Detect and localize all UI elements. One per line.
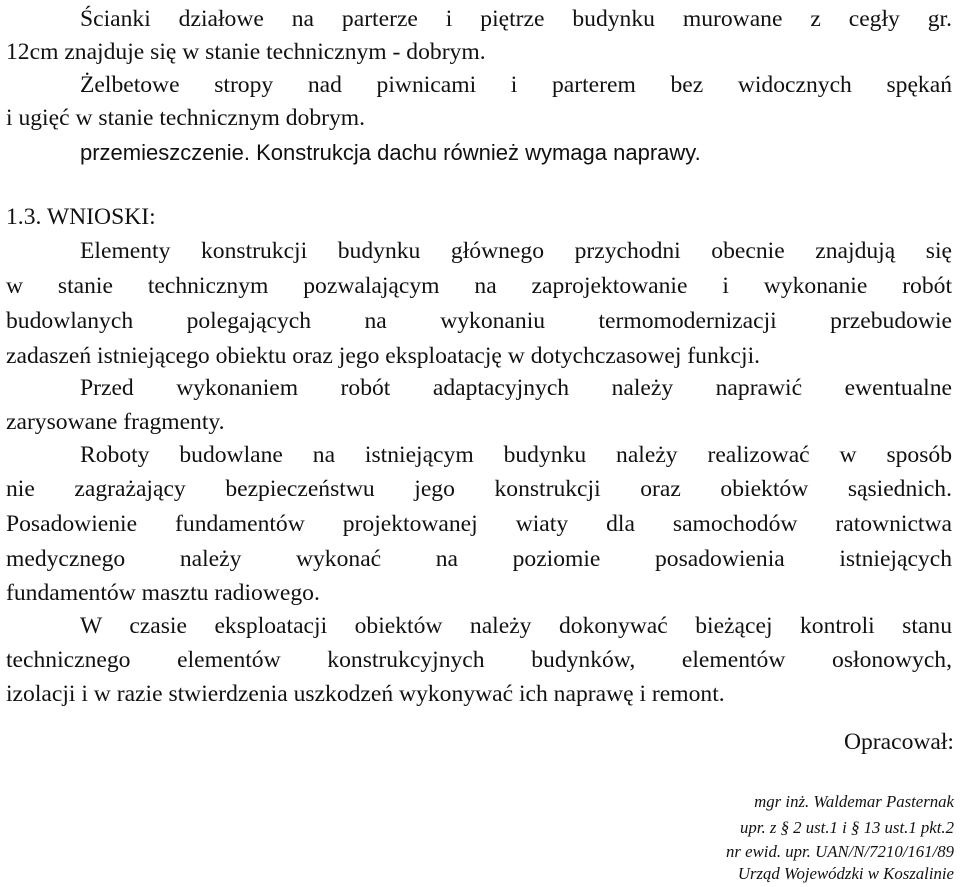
p4-line-4: zadaszeń istniejącego obiektu oraz jego eksploatację w dotychczasowej funkcji. — [6, 343, 761, 369]
signature-office: Urząd Wojewódzki w Koszalinie — [737, 864, 954, 883]
p7-line-3: fundamentów masztu radiowego. — [6, 580, 320, 606]
signature-registry: nr ewid. upr. UAN/N/7210/161/89 — [726, 842, 954, 861]
p8-line-3: izolacji i w razie stwierdzenia uszkodzeń wykonywać ich naprawę i remont. — [6, 681, 725, 707]
signature-name: mgr inż. Waldemar Pasternak — [754, 792, 954, 811]
p8-line-1: W czasie eksploatacji obiektów należy dokonywać bieżącej kontroli stanu — [80, 613, 952, 639]
prepared-by-label: Opracował: — [843, 729, 954, 755]
p1-line-2: 12cm znajduje się w stanie technicznym - dobrym. — [6, 39, 486, 65]
p7-line-1: Posadowienie fundamentów projektowanej wiaty dla samochodów ratownictwa — [6, 511, 952, 537]
p2-line-1: Żelbetowe stropy nad piwnicami i parterem bez widocznych spękań — [80, 72, 952, 98]
p3-line-1: przemieszczenie. Konstrukcja dachu również wymaga naprawy. — [80, 140, 701, 165]
section-heading: 1.3. WNIOSKI: — [6, 204, 156, 230]
p1-line-1: Ścianki działowe na parterze i piętrze budynku murowane z cegły gr. — [80, 6, 952, 32]
p7-line-2: medycznego należy wykonać na poziomie posadowienia istniejących — [6, 546, 952, 572]
p6-line-2: nie zagrażający bezpieczeństwu jego konstrukcji oraz obiektów sąsiednich. — [6, 476, 952, 502]
p6-line-1: Roboty budowlane na istniejącym budynku należy realizować w sposób — [80, 442, 952, 468]
p5-line-2: zarysowane fragmenty. — [6, 409, 225, 435]
p2-line-2: i ugięć w stanie technicznym dobrym. — [6, 105, 366, 131]
p8-line-2: technicznego elementów konstrukcyjnych budynków, elementów osłonowych, — [6, 647, 952, 673]
signature-license: upr. z § 2 ust.1 i § 13 ust.1 pkt.2 — [740, 818, 954, 837]
p4-line-1: Elementy konstrukcji budynku głównego przychodni obecnie znajdują się — [80, 238, 952, 264]
p5-line-1: Przed wykonaniem robót adaptacyjnych należy naprawić ewentualne — [80, 375, 952, 401]
p4-line-2: w stanie technicznym pozwalającym na zaprojektowanie i wykonanie robót — [6, 273, 952, 299]
p4-line-3: budowlanych polegających na wykonaniu termomodernizacji przebudowie — [6, 308, 952, 334]
